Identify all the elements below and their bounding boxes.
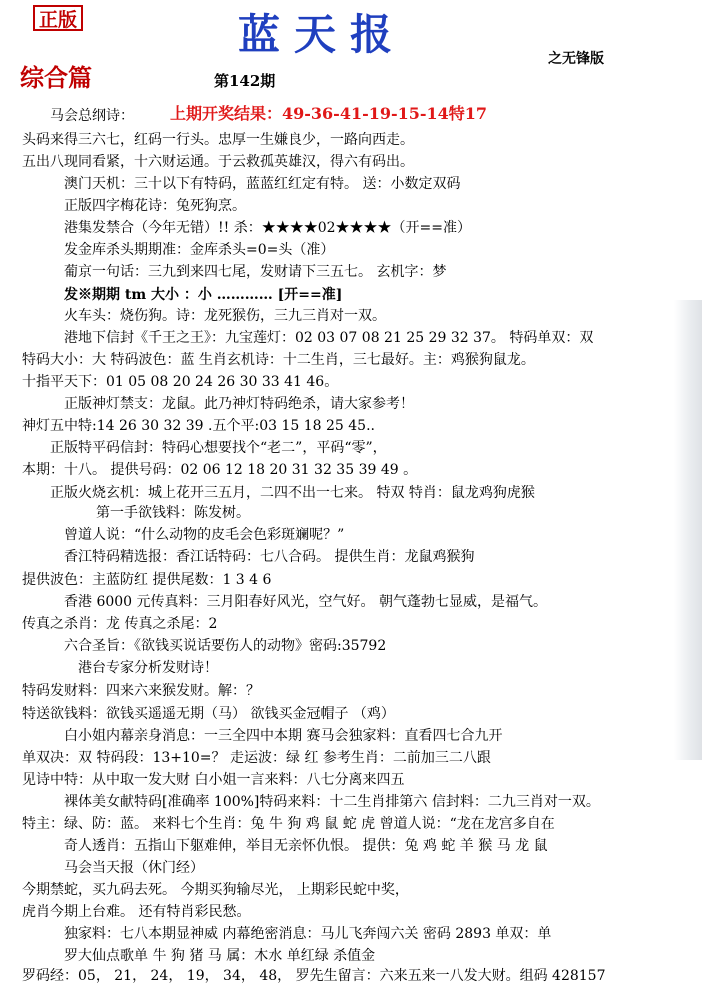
edition-label: 之无锋版 bbox=[548, 51, 604, 67]
text-line: 奇人透肖：五指山下躯难伸，举目无亲怀仇恨。 提供：兔 鸡 蛇 羊 猴 马 龙 鼠 bbox=[64, 838, 548, 854]
text-line: 发金库杀头期期准：金库杀头=0=头（准） bbox=[64, 242, 335, 258]
issue-number: 第142期 bbox=[214, 72, 276, 90]
text-line: 独家料：七八本期显神威 内幕绝密消息：马儿飞奔闯六关 密码 2893 单双：单 bbox=[64, 926, 552, 942]
text-line: 白小姐内幕亲身消息：一三全四中本期 赛马会独家料：直看四七合九开 bbox=[64, 728, 503, 744]
text-line: 正版特平码信封：特码心想要找个“老二”，平码“零”， bbox=[50, 440, 387, 456]
text-line: 罗码经：05， 21， 24， 19， 34， 48， 罗先生留言：六来五来一八发大财。组码 428157 bbox=[22, 968, 606, 984]
text-line: 香港 6000 元传真料：三月阳春好风光，空气好。 朝气蓬勃七显威，是福气。 bbox=[64, 594, 547, 610]
text-line: 五出八现同看紧，十六财运通。于云救孤英雄汉，得六有码出。 bbox=[22, 154, 414, 170]
text-line: 马会当天报（休门经） bbox=[64, 860, 204, 876]
text-line: 十指平天下：01 05 08 20 24 26 30 33 41 46。 bbox=[22, 374, 339, 390]
text-line: 葡京一句话：三九到来四七尾，发财请下三五七。 玄机字：梦 bbox=[64, 264, 447, 280]
newspaper-title: 蓝天报 bbox=[238, 10, 407, 59]
text-line: 罗大仙点歌单 牛 狗 猪 马 属：木水 单红绿 杀值金 bbox=[64, 948, 376, 964]
text-line: 发※期期 tm 大小 ：小 ………… [开==准] bbox=[64, 287, 343, 303]
text-line: 本期：十八。 提供号码：02 06 12 18 20 31 32 35 39 49 。 bbox=[22, 462, 418, 478]
text-line: 正版火烧玄机：城上花开三五月，二四不出一七来。 特双 特肖：鼠龙鸡狗虎猴 bbox=[50, 485, 535, 501]
section-heading: 综合篇 bbox=[20, 63, 92, 92]
text-line: 提供波色：主蓝防红 提供尾数：1 3 4 6 bbox=[22, 572, 272, 588]
text-line: 正版神灯禁支：龙鼠。此乃神灯特码绝杀，请大家参考！ bbox=[64, 396, 414, 412]
text-line: 特送欲钱料：欲钱买遥遥无期（马） 欲钱买金冠帽子 （鸡） bbox=[22, 706, 395, 722]
text-line: 第一手欲钱料：陈发树。 bbox=[96, 505, 250, 521]
text-line: 神灯五中特:14 26 30 32 39 .五个平:03 15 18 25 45.. bbox=[22, 418, 375, 434]
text-line: 澳门天机：三十以下有特码，蓝蓝红红定有特。 送：小数定双码 bbox=[64, 176, 461, 192]
text-line: 港台专家分析发财诗！ bbox=[78, 660, 218, 676]
page-edge-shadow bbox=[674, 300, 702, 760]
text-line: 特主：绿、防：蓝。 来料七个生肖：兔 牛 狗 鸡 鼠 蛇 虎 曾道人说：“龙在龙宫多自在 bbox=[22, 816, 555, 832]
text-line: 火车头：烧伤狗。诗：龙死猴伤，三九三肖对一双。 bbox=[64, 308, 386, 324]
text-line: 曾道人说：“什么动物的皮毛会色彩斑斓呢？” bbox=[64, 527, 345, 543]
text-line: 见诗中特：从中取一发大财 白小姐一言来料：八七分离来四五 bbox=[22, 772, 405, 788]
text-line: 裸体美女献特码[准确率 100%]特码来料：十二生肖排第六 信封料：二九三肖对一双。 bbox=[64, 794, 600, 810]
text-line: 正版四字梅花诗：兔死狗烹。 bbox=[64, 198, 246, 214]
text-line: 港集发禁合（今年无错）!! 杀：★★★★02★★★★（开==准） bbox=[64, 220, 471, 236]
text-line: 特码大小：大 特码波色：蓝 生肖玄机诗：十二生肖，三七最好。主：鸡猴狗鼠龙。 bbox=[22, 352, 535, 368]
text-line: 六合圣旨：《欲钱买说话要伤人的动物》密码:35792 bbox=[64, 638, 387, 654]
text-line: 传真之杀肖：龙 传真之杀尾：2 bbox=[22, 616, 218, 632]
text-line: 香江特码精选报：香江话特码：七八合码。 提供生肖：龙鼠鸡猴狗 bbox=[64, 549, 475, 565]
text-line: 单双决：双 特码段：13+10=？ 走运波：绿 红 参考生肖：二前加三二八跟 bbox=[22, 750, 491, 766]
genuine-edition-badge: 正版 bbox=[33, 5, 83, 31]
text-line: 头码来得三六七，红码一行头。忠厚一生嫌良少，一路向西走。 bbox=[22, 132, 414, 148]
text-line: 马会总纲诗： bbox=[50, 108, 134, 124]
previous-result-line: 上期开奖结果：49-36-41-19-15-14特17 bbox=[170, 104, 488, 123]
text-line: 特码发财料：四来六来猴发财。解：？ bbox=[22, 683, 260, 699]
text-line: 虎肖今期上台难。 还有特肖彩民愁。 bbox=[22, 904, 251, 920]
text-line: 今期禁蛇，买九码去死。 今期买狗输尽光， 上期彩民蛇中奖， bbox=[22, 882, 409, 898]
text-line: 港地下信封《千王之王》：九宝莲灯：02 03 07 08 21 25 29 32 37。 特码单双：双 bbox=[64, 330, 594, 346]
